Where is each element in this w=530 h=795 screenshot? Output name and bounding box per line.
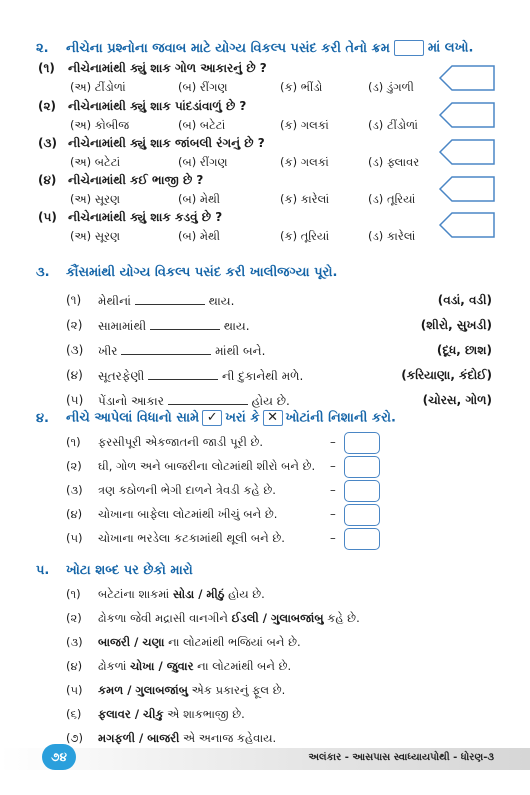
item-text: ખીર	[98, 344, 118, 358]
dash: –	[330, 507, 336, 521]
strike-item	[66, 611, 360, 626]
blank-line[interactable]	[168, 393, 248, 405]
option[interactable]: (ક) ભીંડો	[280, 80, 323, 94]
section-number: પ.	[36, 563, 50, 578]
section-title-text: નીચે આપેલાં વિધાનો સામે	[66, 410, 200, 426]
word-choice[interactable]: ઈડલી / ગુલાબજાંબુ	[231, 611, 324, 625]
option[interactable]: (અ) સૂરણ	[70, 229, 121, 243]
word-choice[interactable]: ફલાવર / ચીકુ	[98, 707, 164, 721]
section-4-title	[36, 410, 396, 426]
item-text: ચોખાના ભરડેલા કટકામાંથી થૂલી બને છે.	[98, 531, 285, 545]
section-title-text: કૌંસમાંથી યોગ્ય વિકલ્પ પસંદ કરી ખાલીજગ્યા પૂરો.	[66, 265, 338, 280]
option[interactable]: (ડ) ફ્લાવર	[368, 155, 420, 169]
section-title-text: ખરાં કે	[225, 410, 260, 426]
item-text: ઢોકળાં	[98, 659, 131, 673]
item-number: (૬)	[66, 707, 82, 721]
section-number: ૨.	[36, 40, 49, 56]
strike-item	[66, 635, 301, 650]
strike-item	[66, 587, 265, 602]
question	[38, 136, 265, 151]
item-number: (૫)	[66, 683, 83, 697]
option[interactable]: (ડ) ડુંગળી	[368, 80, 414, 94]
answer-box[interactable]	[344, 456, 380, 478]
word-choice[interactable]: બાજરી / ચણા	[98, 635, 165, 649]
option[interactable]: (ડ) કારેલાં	[368, 229, 416, 243]
item-text: સામામાંથી	[98, 319, 147, 333]
item-number: (૩)	[66, 343, 84, 357]
item-text: ફરસીપૂરી એકજાતની જાડી પૂરી છે.	[98, 435, 264, 449]
item-text: હોય છે.	[224, 587, 265, 601]
answer-arrow-box[interactable]	[438, 137, 496, 167]
hint-options: (શીરો, સુખડી)	[420, 318, 492, 332]
section-5-title	[36, 563, 193, 578]
item-text: થાય.	[223, 319, 250, 333]
item-text: એ શાકભાજી છે.	[163, 707, 245, 721]
section-title-text: નીચેના પ્રશ્નોના જવાબ માટે યોગ્ય વિકલ્પ પસંદ કરી તેનો ક્રમ	[66, 40, 390, 56]
item-number: (૧)	[66, 587, 81, 601]
item-text: સૂતરફેણી	[98, 369, 145, 383]
item-text: ની દુકાનેથી મળે.	[222, 369, 304, 383]
section-title-text: ખોટાંની નિશાની કરો.	[285, 410, 396, 426]
item-number: (૨)	[66, 318, 83, 332]
question-text: નીચેનામાંથી ક્યું શાક ગોળ આકારનું છે ?	[68, 61, 267, 75]
item-text: બટેટાંના શાકમાં	[98, 587, 173, 601]
item-text: હોય છે.	[251, 394, 290, 408]
option[interactable]: (અ) સૂરણ	[70, 192, 121, 206]
option[interactable]: (બ) રીંગણ	[178, 155, 228, 169]
fill-blank-item	[66, 393, 496, 411]
blank-line[interactable]	[121, 343, 211, 355]
answer-box[interactable]	[344, 432, 380, 454]
option[interactable]: (અ) કોબીજ	[70, 118, 130, 132]
option[interactable]: (ક) તૂરિયાં	[280, 229, 330, 243]
question	[38, 210, 222, 225]
true-false-item	[66, 456, 496, 478]
item-text: ત્રણ કઠોળની ભેગી દાળને ત્રેવડી કહે છે.	[98, 483, 276, 497]
true-false-item	[66, 528, 496, 550]
option[interactable]: (બ) રીંગણ	[178, 80, 228, 94]
item-text: ચોખાના બાફેલા લોટમાંથી ખીચું બને છે.	[98, 507, 278, 521]
question-text: નીચેનામાંથી ક્યું શાક કડવું છે ?	[68, 210, 223, 224]
answer-box-sample	[394, 40, 424, 56]
item-number: (૩)	[66, 483, 83, 497]
true-false-item	[66, 504, 496, 526]
item-text: ના લોટમાંથી બને છે.	[193, 659, 292, 673]
strike-item	[66, 659, 291, 674]
item-number: (૫)	[66, 531, 83, 545]
item-text: ના લોટમાંથી ભજિયાં બને છે.	[164, 635, 301, 649]
section-2-title	[36, 40, 473, 56]
strike-item	[66, 683, 285, 698]
item-number: (૧)	[66, 435, 81, 449]
cross-icon: ✕	[263, 410, 283, 426]
answer-arrow-box[interactable]	[438, 100, 496, 130]
item-number: (૪)	[66, 659, 83, 673]
item-number: (૫)	[66, 393, 84, 407]
page-footer	[0, 740, 530, 776]
true-false-item	[66, 480, 496, 502]
question	[38, 61, 267, 76]
item-text: ઢોકળા જેવી મદ્રાસી વાનગીને	[98, 611, 232, 625]
item-text: એ અનાજ કહેવાય.	[179, 731, 277, 745]
hint-options: (ચોરસ, ગોળ)	[422, 393, 492, 407]
word-choice[interactable]: મગફળી / બાજરી	[98, 731, 180, 745]
item-text: ઘી, ગોળ અને બાજરીના લોટમાંથી શીરો બને છે.	[98, 459, 316, 473]
true-false-item	[66, 432, 496, 454]
item-number: (૪)	[66, 507, 83, 521]
fill-blank-item	[66, 318, 496, 336]
item-text: પેંડાનો આકાર	[98, 394, 164, 408]
option[interactable]: (ડ) તૂરિયાં	[368, 192, 416, 206]
item-text: કહે છે.	[323, 611, 360, 625]
page-number-badge: ૭૪	[42, 744, 76, 770]
hint-options: (કરિયાણા, કંદોઈ)	[401, 368, 492, 382]
item-text: થાય.	[208, 294, 235, 308]
option[interactable]: (બ) મેથી	[178, 192, 221, 206]
dash: –	[330, 483, 336, 497]
item-number: (૨)	[66, 611, 82, 625]
item-text: મેથીનાં	[98, 294, 131, 308]
dash: –	[330, 531, 336, 545]
option[interactable]: (બ) બટેટાં	[178, 118, 226, 132]
fill-blank-item	[66, 293, 496, 311]
strike-item	[66, 707, 245, 722]
question-number: (૪)	[38, 173, 57, 187]
dash: –	[330, 459, 336, 473]
option[interactable]: (બ) મેથી	[178, 229, 221, 243]
tick-icon: ✓	[202, 410, 222, 426]
word-choice[interactable]: કમળ / ગુલાબજાંબુ	[98, 683, 189, 697]
section-title-text: ખોટા શબ્દ પર છેકો મારો	[66, 563, 193, 578]
answer-arrow-box[interactable]	[438, 210, 496, 240]
question	[38, 173, 203, 188]
fill-blank-item	[66, 368, 496, 386]
blank-line[interactable]	[148, 368, 218, 380]
question-number: (૫)	[38, 210, 57, 224]
item-text: માંથી બને.	[215, 344, 266, 358]
hint-options: (દૂધ, છાશ)	[436, 343, 492, 357]
question-text: નીચેનામાંથી કઈ ભાજી છે ?	[68, 173, 204, 187]
answer-arrow-box[interactable]	[438, 174, 496, 204]
option[interactable]: (અ) બટેટાં	[70, 155, 121, 169]
dash: –	[330, 435, 336, 449]
word-choice[interactable]: સોડા / મીઠું	[172, 587, 225, 601]
item-number: (૭)	[66, 731, 83, 745]
section-title-text: માં લખો.	[427, 40, 474, 56]
answer-arrow-box[interactable]	[438, 63, 496, 93]
section-number: ૩.	[36, 265, 50, 280]
answer-box[interactable]	[344, 528, 380, 550]
question-number: (૨)	[38, 99, 57, 113]
book-title: અલંકાર - આસપાસ સ્વાધ્યાયપોથી - ધોરણ-૩	[308, 752, 494, 763]
section-3-title	[36, 265, 337, 280]
item-number: (૪)	[66, 368, 83, 382]
option[interactable]: (ક) ગલકાં	[280, 155, 329, 169]
option[interactable]: (ક) ગલકાં	[280, 118, 329, 132]
blank-line[interactable]	[135, 293, 205, 305]
word-choice[interactable]: ચોખા / જુવાર	[130, 659, 194, 673]
question-number: (૩)	[38, 136, 57, 150]
fill-blank-item	[66, 343, 496, 361]
item-number: (૩)	[66, 635, 83, 649]
item-number: (૧)	[66, 293, 82, 307]
blank-line[interactable]	[150, 318, 220, 330]
question	[38, 99, 246, 114]
option[interactable]: (ક) કારેલાં	[280, 192, 330, 206]
hint-options: (વડાં, વડી)	[437, 293, 492, 307]
question-number: (૧)	[38, 61, 55, 75]
option[interactable]: (ડ) ટીંડોળાં	[368, 118, 418, 132]
answer-box[interactable]	[344, 504, 380, 526]
option[interactable]: (અ) ટીંડોળાં	[70, 80, 126, 94]
question-text: નીચેનામાંથી ક્યું શાક પાંદડાંવાળું છે ?	[68, 99, 247, 113]
question-text: નીચેનામાંથી ક્યું શાક જાંબલી રંગનું છે ?	[68, 136, 265, 150]
item-text: એક પ્રકારનું ફૂલ છે.	[188, 683, 286, 697]
section-number: ૪.	[36, 410, 49, 426]
item-number: (૨)	[66, 459, 82, 473]
answer-box[interactable]	[344, 480, 380, 502]
